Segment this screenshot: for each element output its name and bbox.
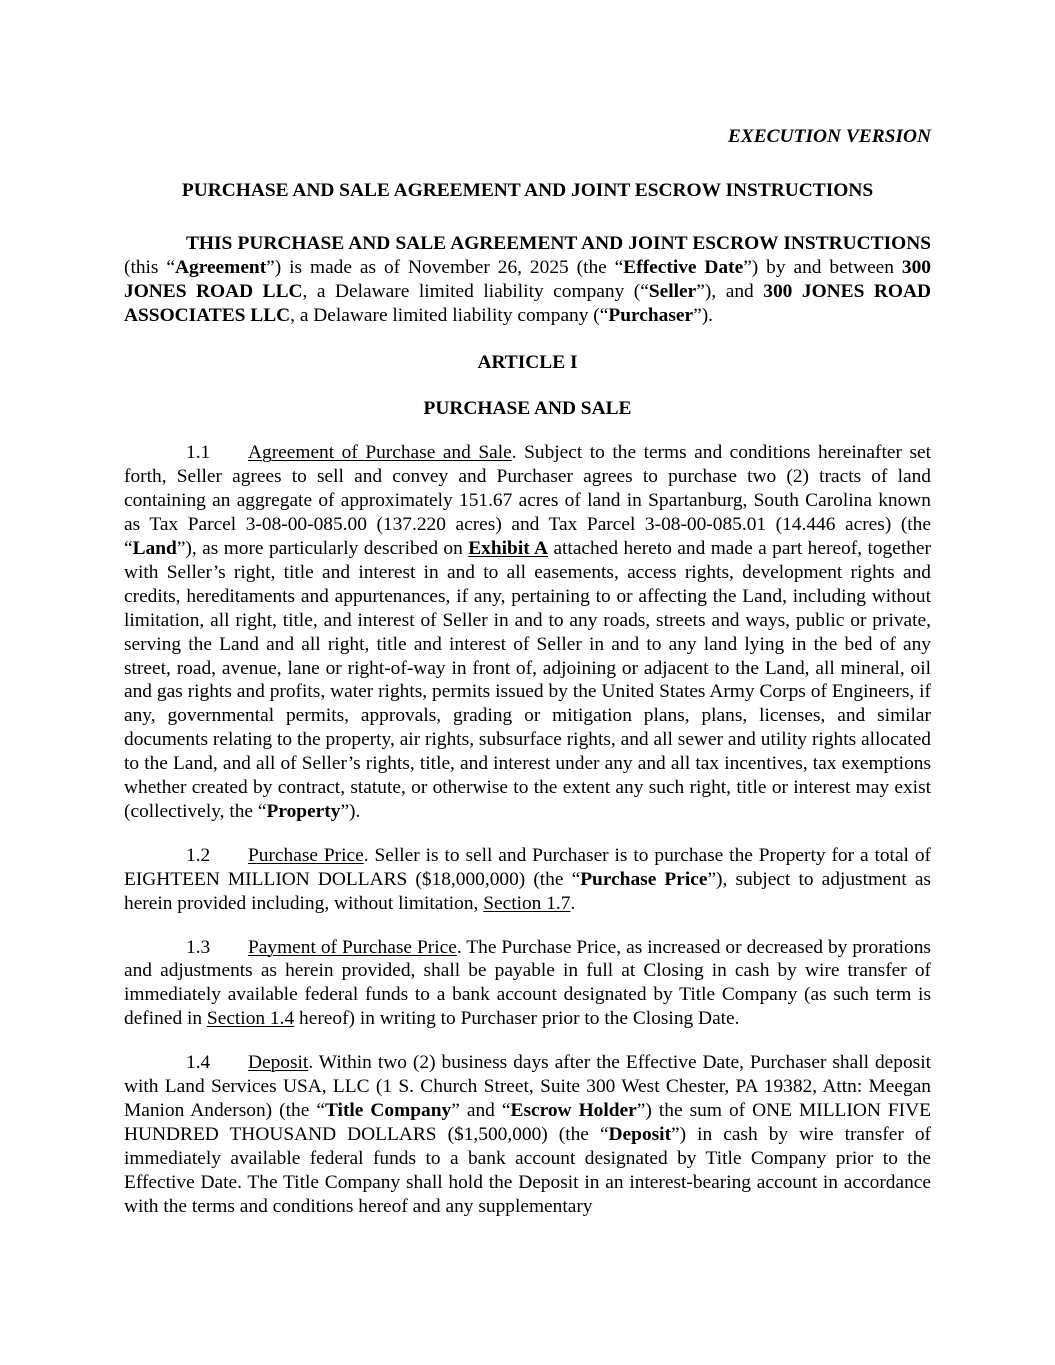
defined-term-purchase-price: Purchase Price	[580, 868, 708, 890]
section-1-7-reference: Section 1.7	[483, 892, 571, 914]
section-heading: Agreement of Purchase and Sale	[248, 442, 512, 464]
agreement-title: PURCHASE AND SALE AGREEMENT AND JOINT ESCROW INSTRUCTIONS	[181, 180, 874, 201]
defined-term-land: Land	[132, 537, 177, 559]
defined-term-seller: Seller	[648, 280, 697, 302]
defined-term-title-company: Title Company	[324, 1100, 452, 1121]
section-1-4-reference: Section 1.4	[206, 1008, 295, 1030]
section-1-2: 1.2 Purchase Price. Seller is to sell and Purchaser is to purchase the Property for a total of EIGHTEEN MILLION DOLLARS ($18,000,000) (the “Purchase Price”), subject to adjustment as herein provided including, without limitation, Section 1.7.	[124, 844, 931, 914]
defined-term-deposit: Deposit	[608, 1123, 672, 1145]
section-heading: Purchase Price	[248, 844, 364, 866]
article-number: ARTICLE I	[477, 351, 578, 373]
defined-term-property: Property	[266, 800, 341, 822]
defined-term-effective-date: Effective Date	[623, 256, 744, 278]
exhibit-a-reference: Exhibit A	[468, 537, 549, 559]
page-content	[124, 125, 931, 1219]
defined-term-escrow-holder: Escrow Holder	[510, 1100, 637, 1121]
section-number: 1.3	[186, 936, 211, 958]
section-number: 1.4	[186, 1052, 211, 1074]
section-1-4: 1.4 Deposit. Within two (2) business days after the Effective Date, Purchaser shall deposit with Land Services USA, LLC (1 S. Church Street, Suite 300 West Chester, PA 19382, Attn: Meegan Manion Anderson) (the “Title Company” and “Escrow Holder”) the sum of ONE MILLION FIVE HUNDRED THOUSAND DOLLARS ($1,500,000) (the “Deposit”) in cash by wire transfer of immediately available federal funds to a bank account designated by Title Company prior to the Effective Date. The Title Company shall hold the Deposit in an interest-bearing account in accordance with the terms and conditions hereof and any supplementary	[124, 1052, 931, 1217]
section-1-1: 1.1 Agreement of Purchase and Sale. Subject to the terms and conditions hereinafter set forth, Seller agrees to sell and convey and Purchaser agrees to purchase two (2) tracts of land containing an aggregate of approximately 151.67 acres of land in Spartanburg, South Carolina known as Tax Parcel 3-08-00-085.00 (137.220 acres) and Tax Parcel 3-08-00-085.01 (14.446 acres) (the “Land”), as more particularly described on Exhibit A attached hereto and made a part hereof, together with Seller’s right, title and interest in and to all easements, access rights, development rights and credits, hereditaments and appurtenances, if any, pertaining to or affecting the Land, including without limitation, all right, title, and interest of Seller in and to any roads, streets and ways, public or private, serving the Land and all right, title and interest of Seller in and to any land lying in the bed of any street, road, avenue, lane or right-of-way in front of, adjoining or adjacent to the Land, all mineral, oil and gas rights and profits, water rights, permits issued by the United States Army Corps of Engineers, if any, governmental permits, approvals, grading or mitigation plans, plans, licenses, and similar documents relating to the property, air rights, subsurface rights, and all sewer and utility rights allocated to the Land, and all of Seller’s rights, title, and interest under any and all tax incentives, tax exemptions whether created by contract, statute, or otherwise to the extent any such right, title or interest may exist (collectively, the “Property”).	[124, 442, 931, 822]
defined-term-agreement: Agreement	[175, 256, 267, 278]
intro-lead: THIS PURCHASE AND SALE AGREEMENT AND JOINT ESCROW INSTRUCTIONS	[186, 232, 931, 254]
section-number: 1.2	[186, 844, 211, 866]
intro-paragraph: THIS PURCHASE AND SALE AGREEMENT AND JOINT ESCROW INSTRUCTIONS (this “Agreement”) is made as of November 26, 2025 (the “Effective Date”) by and between 300 JONES ROAD LLC, a Delaware limited liability company (“Seller”), and 300 JONES ROAD ASSOCIATES LLC, a Delaware limited liability company (“Purchaser”).	[124, 232, 931, 326]
seller-name: 300 JONES ROAD LLC	[124, 256, 931, 302]
execution-version-label: EXECUTION VERSION	[727, 126, 931, 147]
section-heading: Deposit	[248, 1052, 309, 1074]
article-title: PURCHASE AND SALE	[423, 398, 632, 420]
section-number: 1.1	[186, 442, 211, 464]
section-heading: Payment of Purchase Price	[248, 936, 457, 958]
defined-term-purchaser: Purchaser	[608, 304, 694, 326]
section-1-3: 1.3 Payment of Purchase Price. The Purchase Price, as increased or decreased by prorations and adjustments as herein provided, shall be payable in full at Closing in cash by wire transfer of immediately available federal funds to a bank account designated by Title Company (as such term is defined in Section 1.4 hereof) in writing to Purchaser prior to the Closing Date.	[124, 936, 931, 1030]
purchaser-name: 300 JONES ROAD ASSOCIATES LLC	[124, 280, 931, 326]
